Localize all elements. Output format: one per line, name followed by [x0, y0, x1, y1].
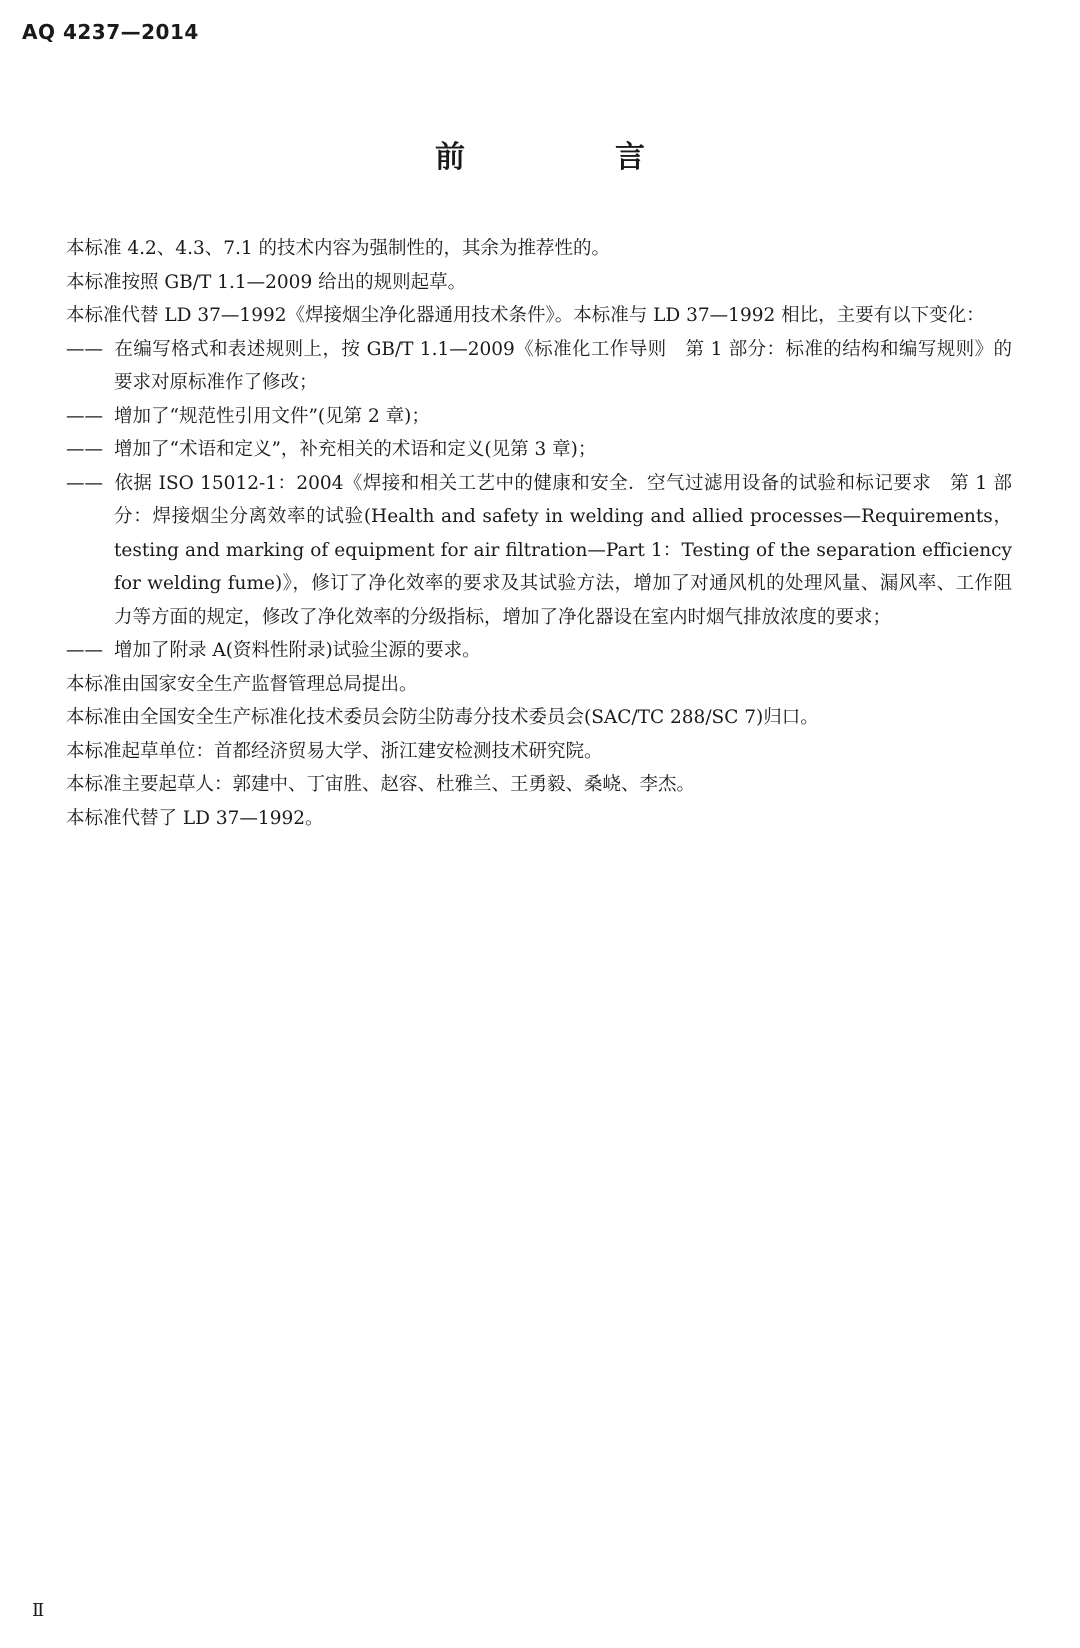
paragraph-drafting-rules: 本标准按照 GB/T 1.1—2009 给出的规则起草。	[66, 271, 467, 293]
paragraph-supersedes: 本标准代替了 LD 37—1992。	[66, 807, 324, 829]
change-item	[66, 333, 1012, 400]
change-item-text: 增加了“规范性引用文件”(见第 2 章)；	[114, 405, 430, 427]
paragraph-replaces: 本标准代替 LD 37—1992《焊接烟尘净化器通用技术条件》。本标准与 LD 37—1992 相比，主要有以下变化：	[66, 305, 985, 326]
change-item-text: 依据 ISO 15012-1：2004《焊接和相关工艺中的健康和安全．空气过滤用设备的试验和标记要求 第 1 部分：焊接烟尘分离效率的试验(Health and safety in welding and allied processes—Requirements，testing and marking of equipment for air filtration—Part 1：Testing of the separation efficiency for welding fume)》，修订了净化效率的要求及其试验方法，增加了对通风机的处理风量、漏风率、工作阻力等方面的规定，修改了净化效率的分级指标，增加了净化器设在室内时烟气排放浓度的要求；	[114, 472, 1012, 628]
dash-marker: ——	[66, 338, 103, 360]
paragraph-drafters: 本标准主要起草人：郭建中、丁宙胜、赵容、杜雅兰、王勇毅、桑峣、李杰。	[66, 774, 696, 795]
dash-marker: ——	[66, 439, 103, 460]
change-item-text: 增加了附录 A(资料性附录)试验尘源的要求。	[114, 640, 481, 661]
foreword-body	[66, 232, 1012, 835]
change-item-text: 增加了“术语和定义”，补充相关的术语和定义(见第 3 章)；	[114, 439, 597, 460]
change-item-text: 在编写格式和表述规则上，按 GB/T 1.1—2009《标准化工作导则 第 1 部分：标准的结构和编写规则》的要求对原标准作了修改；	[114, 338, 1012, 393]
paragraph-proposed-by: 本标准由国家安全生产监督管理总局提出。	[66, 673, 418, 695]
dash-marker: ——	[66, 405, 103, 427]
page-title: 前 言	[435, 140, 705, 175]
page-number: Ⅱ	[32, 1600, 45, 1621]
dash-marker: ——	[66, 472, 103, 494]
paragraph-centralized: 本标准由全国安全生产标准化技术委员会防尘防毒分技术委员会(SAC/TC 288/SC 7)归口。	[66, 707, 819, 728]
change-item	[66, 433, 1012, 467]
change-item	[66, 634, 1012, 668]
dash-marker: ——	[66, 640, 103, 661]
paragraph-drafting-units: 本标准起草单位：首都经济贸易大学、浙江建安检测技术研究院。	[66, 740, 603, 762]
change-item	[66, 400, 1012, 434]
change-item	[66, 467, 1012, 635]
standard-code: AQ 4237—2014	[22, 20, 199, 44]
paragraph-mandatory: 本标准 4.2、4.3、7.1 的技术内容为强制性的，其余为推荐性的。	[66, 238, 611, 259]
